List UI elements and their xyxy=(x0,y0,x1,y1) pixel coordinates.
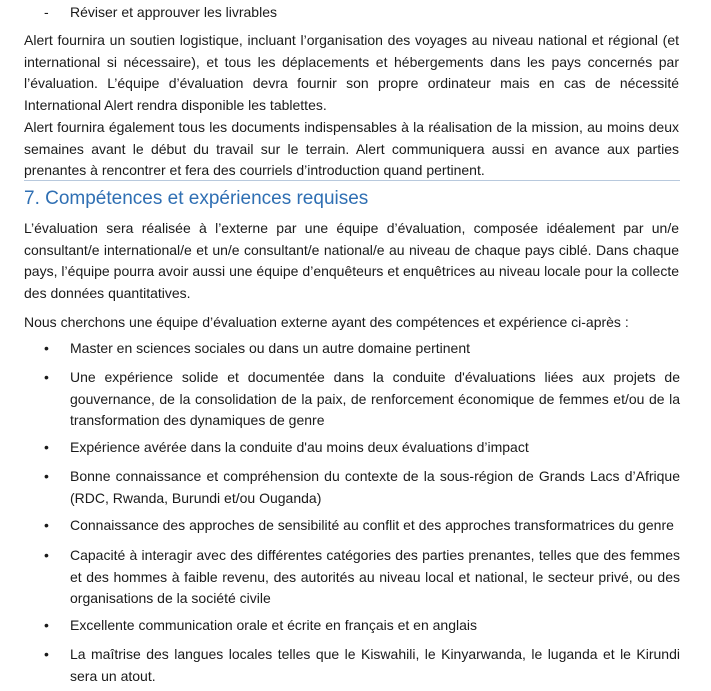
section-intro-paragraph: L’évaluation sera réalisée à l’externe par une équipe d’évaluation, composée idéalement par un/e consultant/e international/e et un/e consultant/e national/e au niveau de chaque pays ciblé. Dans chaque pays, l’équipe pourra avoir aussi une équipe d’enquêteurs et enquêtrices au niveau locale pour la collecte des données quantitatives. xyxy=(24,220,679,301)
list-item xyxy=(44,338,680,360)
list-item-text: Connaissance des approches de sensibilité au conflit et des approches transformatrices du genre xyxy=(70,517,674,533)
dash-list-item xyxy=(44,2,277,22)
list-item-text: Excellente communication orale et écrite en français et en anglais xyxy=(70,617,477,633)
list-item-text: La maîtrise des langues locales telles que le Kiswahili, le Kinyarwanda, le luganda et le Kirundi sera un atout. xyxy=(70,646,680,684)
section-lead-paragraph: Nous cherchons une équipe d’évaluation externe ayant des compétences et expérience ci-après : xyxy=(24,314,629,330)
bullet-marker: • xyxy=(44,369,49,385)
list-item xyxy=(44,466,680,509)
bullet-marker: • xyxy=(44,439,49,455)
bullet-marker: • xyxy=(44,547,49,563)
list-item xyxy=(44,615,680,637)
list-item xyxy=(44,367,680,432)
section-heading: 7. Compétences et expériences requises xyxy=(24,188,369,209)
list-item-text: Une expérience solide et documentée dans la conduite d'évaluations liées aux projets de gouvernance, de la consolidation de la paix, de renforcement économique de femmes et/ou de la transformation des dynamiques de genre xyxy=(70,369,680,428)
dash-item-text: Réviser et approuver les livrables xyxy=(70,4,277,20)
list-item xyxy=(44,644,680,687)
list-item-text: Capacité à interagir avec des différentes catégories des parties prenantes, telles que des femmes et des hommes à faible revenu, des autorités au niveau local et national, le secteur privé, ou des organisations de la société civile xyxy=(70,547,680,606)
documents-paragraph: Alert fournira également tous les documents indispensables à la réalisation de la mission, au moins deux semaines avant le début du travail sur le terrain. Alert communiquera aussi en avance aux parties prenantes à rencontrer et fera des courriels d’introduction quand pertinent. xyxy=(24,119,679,178)
list-item xyxy=(44,545,680,610)
logistics-paragraph: Alert fournira un soutien logistique, incluant l’organisation des voyages au niveau national et régional (et international si nécessaire), et tous les déplacements et hébergements dans les pays concernés par l’évaluation. L’équipe d’évaluation devra fournir son propre ordinateur mais en cas de nécessité International Alert rendra disponible les tablettes. xyxy=(24,32,679,113)
section-divider xyxy=(24,180,680,181)
bullet-marker: • xyxy=(44,517,49,533)
bullet-marker: • xyxy=(44,340,49,356)
bullet-marker: • xyxy=(44,646,49,662)
list-item xyxy=(44,515,680,537)
list-item-text: Expérience avérée dans la conduite d'au moins deux évaluations d’impact xyxy=(70,439,529,455)
list-item-text: Bonne connaissance et compréhension du contexte de la sous-région de Grands Lacs d’Afrique (RDC, Rwanda, Burundi et/ou Ouganda) xyxy=(70,468,680,506)
list-item xyxy=(44,437,680,459)
list-item-text: Master en sciences sociales ou dans un autre domaine pertinent xyxy=(70,340,471,356)
bullet-marker: • xyxy=(44,468,49,484)
dash-marker: - xyxy=(44,4,49,20)
bullet-marker: • xyxy=(44,617,49,633)
